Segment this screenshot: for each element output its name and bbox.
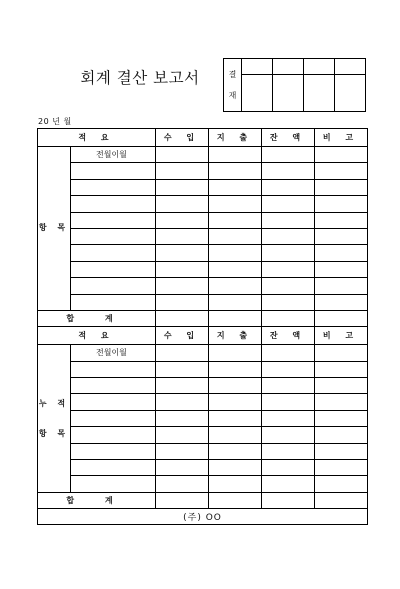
table-row <box>38 261 368 277</box>
income-cell[interactable] <box>156 460 209 476</box>
item-cell[interactable] <box>71 294 156 310</box>
total-income-cell[interactable] <box>156 310 209 326</box>
company-name: (주) OO <box>38 509 368 525</box>
section-label-line2: 항 목 <box>38 428 70 438</box>
total-balance-cell[interactable] <box>262 492 315 508</box>
table-row <box>38 394 368 410</box>
expense-cell[interactable] <box>209 378 262 394</box>
header-summary: 적 요 <box>38 129 156 147</box>
expense-cell[interactable] <box>209 163 262 179</box>
total-row <box>38 310 368 326</box>
remarks-cell[interactable] <box>315 443 368 459</box>
expense-cell[interactable] <box>209 427 262 443</box>
expense-cell[interactable] <box>209 394 262 410</box>
approval-label <box>224 59 242 112</box>
remarks-cell[interactable] <box>315 345 368 361</box>
table-row <box>38 163 368 179</box>
income-cell[interactable] <box>156 228 209 244</box>
total-balance-cell[interactable] <box>262 310 315 326</box>
item-cell[interactable] <box>71 212 156 228</box>
income-cell[interactable] <box>156 427 209 443</box>
header-row <box>38 129 368 147</box>
expense-cell[interactable] <box>209 245 262 261</box>
income-cell[interactable] <box>156 196 209 212</box>
income-cell[interactable] <box>156 294 209 310</box>
expense-cell[interactable] <box>209 345 262 361</box>
header-row <box>38 327 368 345</box>
expense-cell[interactable] <box>209 460 262 476</box>
balance-cell[interactable] <box>262 427 315 443</box>
balance-cell[interactable] <box>262 212 315 228</box>
table-row <box>38 245 368 261</box>
expense-cell[interactable] <box>209 476 262 492</box>
remarks-cell[interactable] <box>315 361 368 377</box>
remarks-cell[interactable] <box>315 394 368 410</box>
expense-cell[interactable] <box>209 147 262 163</box>
balance-cell[interactable] <box>262 378 315 394</box>
balance-cell[interactable] <box>262 228 315 244</box>
income-cell[interactable] <box>156 245 209 261</box>
balance-cell[interactable] <box>262 278 315 294</box>
item-cell[interactable] <box>71 163 156 179</box>
item-cell[interactable] <box>71 228 156 244</box>
item-cell[interactable] <box>71 410 156 426</box>
expense-cell[interactable] <box>209 410 262 426</box>
total-row <box>38 492 368 508</box>
remarks-cell[interactable] <box>315 476 368 492</box>
table-row <box>38 443 368 459</box>
remarks-cell[interactable] <box>315 245 368 261</box>
expense-cell[interactable] <box>209 278 262 294</box>
header-summary: 적 요 <box>38 327 156 345</box>
remarks-cell[interactable] <box>315 163 368 179</box>
table-row <box>38 345 368 361</box>
total-label: 합 계 <box>38 492 156 508</box>
item-cell[interactable] <box>71 378 156 394</box>
remarks-cell[interactable] <box>315 196 368 212</box>
balance-cell[interactable] <box>262 294 315 310</box>
income-cell[interactable] <box>156 163 209 179</box>
header-income: 수 입 <box>156 327 209 345</box>
table-row <box>38 476 368 492</box>
balance-cell[interactable] <box>262 196 315 212</box>
income-cell[interactable] <box>156 361 209 377</box>
item-cell[interactable]: 전월이월 <box>71 147 156 163</box>
remarks-cell[interactable] <box>315 212 368 228</box>
approval-sign-cell[interactable] <box>273 75 304 112</box>
remarks-cell[interactable] <box>315 378 368 394</box>
item-cell[interactable] <box>71 394 156 410</box>
item-cell[interactable] <box>71 361 156 377</box>
income-cell[interactable] <box>156 410 209 426</box>
expense-cell[interactable] <box>209 196 262 212</box>
approval-sign-cell[interactable] <box>242 59 273 75</box>
header-balance: 잔 액 <box>262 327 315 345</box>
remarks-cell[interactable] <box>315 179 368 195</box>
balance-cell[interactable] <box>262 261 315 277</box>
table-row <box>38 228 368 244</box>
header-income: 수 입 <box>156 129 209 147</box>
balance-cell[interactable] <box>262 476 315 492</box>
table-row <box>38 460 368 476</box>
item-cell[interactable]: 전월이월 <box>71 345 156 361</box>
income-cell[interactable] <box>156 278 209 294</box>
table-row <box>38 179 368 195</box>
total-remarks-cell[interactable] <box>315 310 368 326</box>
income-cell[interactable] <box>156 147 209 163</box>
table-row <box>38 212 368 228</box>
balance-cell[interactable] <box>262 361 315 377</box>
remarks-cell[interactable] <box>315 228 368 244</box>
expense-cell[interactable] <box>209 294 262 310</box>
balance-cell[interactable] <box>262 410 315 426</box>
income-cell[interactable] <box>156 261 209 277</box>
remarks-cell[interactable] <box>315 427 368 443</box>
total-remarks-cell[interactable] <box>315 492 368 508</box>
expense-cell[interactable] <box>209 179 262 195</box>
balance-cell[interactable] <box>262 460 315 476</box>
ledger-table <box>37 128 368 525</box>
income-cell[interactable] <box>156 212 209 228</box>
item-cell[interactable] <box>71 179 156 195</box>
section-label-line1: 누 적 <box>38 398 70 408</box>
approval-sign-cell[interactable] <box>242 75 273 112</box>
remarks-cell[interactable] <box>315 294 368 310</box>
item-cell[interactable] <box>71 476 156 492</box>
table-row <box>38 147 368 163</box>
approval-sign-cell[interactable] <box>304 59 335 75</box>
income-cell[interactable] <box>156 345 209 361</box>
header-remarks: 비 고 <box>315 129 368 147</box>
date-line: 20 년 월 <box>38 117 72 126</box>
report-title: 회계 결산 보고서 <box>80 69 200 87</box>
balance-cell[interactable] <box>262 245 315 261</box>
table-row <box>38 410 368 426</box>
income-cell[interactable] <box>156 476 209 492</box>
remarks-cell[interactable] <box>315 261 368 277</box>
remarks-cell[interactable] <box>315 410 368 426</box>
expense-cell[interactable] <box>209 228 262 244</box>
total-expense-cell[interactable] <box>209 310 262 326</box>
table-row <box>38 278 368 294</box>
expense-cell[interactable] <box>209 212 262 228</box>
item-cell[interactable] <box>71 427 156 443</box>
expense-cell[interactable] <box>209 361 262 377</box>
balance-cell[interactable] <box>262 345 315 361</box>
table-row <box>38 427 368 443</box>
total-income-cell[interactable] <box>156 492 209 508</box>
income-cell[interactable] <box>156 394 209 410</box>
balance-cell[interactable] <box>262 147 315 163</box>
approval-sign-cell[interactable] <box>335 59 366 75</box>
balance-cell[interactable] <box>262 163 315 179</box>
total-expense-cell[interactable] <box>209 492 262 508</box>
item-cell[interactable] <box>71 278 156 294</box>
item-cell[interactable] <box>71 196 156 212</box>
expense-cell[interactable] <box>209 261 262 277</box>
footer-row <box>38 509 368 525</box>
item-cell[interactable] <box>71 261 156 277</box>
approval-label-top: 결 <box>228 70 237 79</box>
balance-cell[interactable] <box>262 179 315 195</box>
table-row <box>38 294 368 310</box>
header-expense: 지 출 <box>209 129 262 147</box>
income-cell[interactable] <box>156 179 209 195</box>
approval-label-bottom: 재 <box>228 91 237 100</box>
total-label: 합 계 <box>38 310 156 326</box>
table-row <box>38 196 368 212</box>
header-balance: 잔 액 <box>262 129 315 147</box>
approval-sign-cell[interactable] <box>304 75 335 112</box>
section-label-cumulative <box>38 345 71 493</box>
table-row <box>38 378 368 394</box>
balance-cell[interactable] <box>262 443 315 459</box>
item-cell[interactable] <box>71 460 156 476</box>
header-remarks: 비 고 <box>315 327 368 345</box>
approval-sign-cell[interactable] <box>273 59 304 75</box>
remarks-cell[interactable] <box>315 147 368 163</box>
approval-box <box>223 58 366 112</box>
remarks-cell[interactable] <box>315 278 368 294</box>
item-cell[interactable] <box>71 245 156 261</box>
expense-cell[interactable] <box>209 443 262 459</box>
header-expense: 지 출 <box>209 327 262 345</box>
remarks-cell[interactable] <box>315 460 368 476</box>
income-cell[interactable] <box>156 443 209 459</box>
section-label-items: 항 목 <box>38 147 71 311</box>
table-row <box>38 361 368 377</box>
approval-sign-cell[interactable] <box>335 75 366 112</box>
income-cell[interactable] <box>156 378 209 394</box>
item-cell[interactable] <box>71 443 156 459</box>
balance-cell[interactable] <box>262 394 315 410</box>
